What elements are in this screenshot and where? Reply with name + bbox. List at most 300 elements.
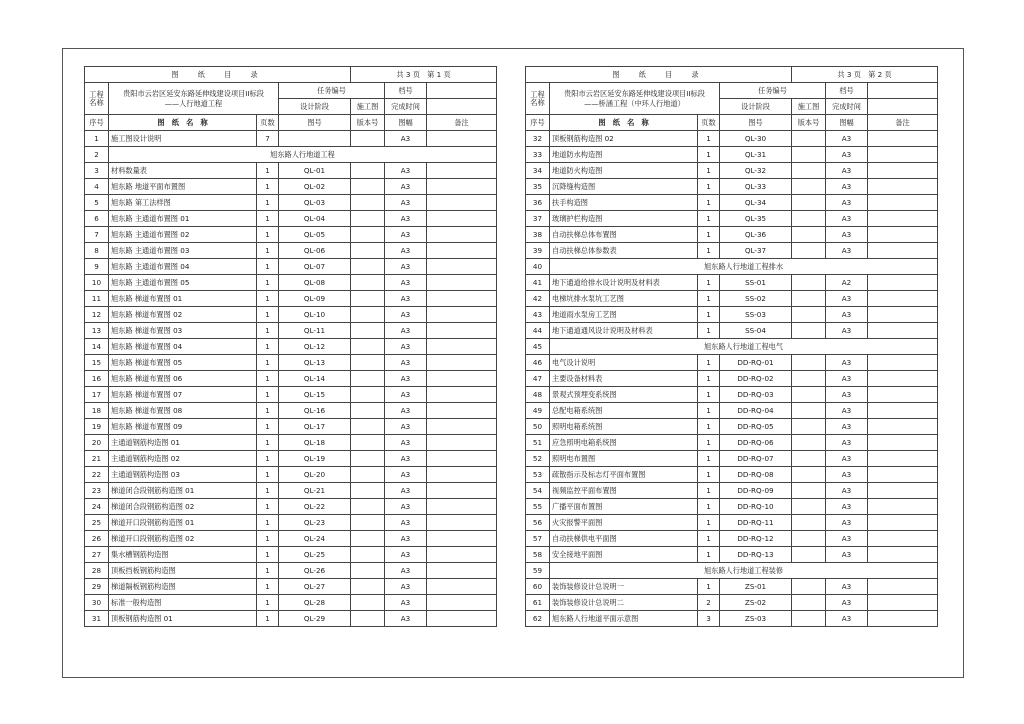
drawing-code: DD-RQ-09 [720,483,792,499]
title-row [526,67,938,83]
drawing-code: QL-37 [720,243,792,259]
row-number: 60 [526,579,550,595]
note [868,355,938,371]
note [427,515,497,531]
drawing-code: QL-10 [279,307,351,323]
index-title: 图 纸 目 录 [85,67,351,83]
sheet-size: A3 [826,211,868,227]
drawing-name: 装饰装修设计总说明一 [550,579,698,595]
table-row [526,275,938,291]
design-stage-label: 设计阶段 [279,99,351,115]
version [792,355,826,371]
version [351,275,385,291]
sheet-size: A3 [826,595,868,611]
sheet-size: A3 [385,403,427,419]
table-row [526,499,938,515]
note [427,339,497,355]
sheet-size: A3 [385,323,427,339]
version [351,243,385,259]
version [351,435,385,451]
page-count: 1 [698,419,720,435]
drawing-name: 旭东路 梯道布置图 08 [109,403,257,419]
sheet-size: A3 [385,163,427,179]
page-count: 1 [698,323,720,339]
row-number: 38 [526,227,550,243]
version [792,147,826,163]
version [792,163,826,179]
row-number: 11 [85,291,109,307]
table-row [85,243,497,259]
column-header-row [85,115,497,131]
note [868,291,938,307]
drawing-name: 顶板挡板钢筋构造图 [109,563,257,579]
page-count: 1 [698,403,720,419]
row-number: 2 [85,147,109,163]
drawing-code: DD-RQ-03 [720,387,792,403]
sheet-size: A3 [385,227,427,243]
row-number: 16 [85,371,109,387]
row-number: 14 [85,339,109,355]
drawing-name: 旭东路 梯道布置图 02 [109,307,257,323]
drawing-name: 旭东路 主通道布置图 02 [109,227,257,243]
page-count: 1 [257,595,279,611]
page-count: 1 [698,483,720,499]
drawing-code: DD-RQ-10 [720,499,792,515]
table-row [526,371,938,387]
page-count: 1 [698,275,720,291]
note [427,259,497,275]
page-count: 1 [257,515,279,531]
version [792,435,826,451]
version [351,323,385,339]
drawing-name: 景观式预埋变系统图 [550,387,698,403]
drawing-name: 梯道闭合段钢筋构造图 02 [109,499,257,515]
file-no-value [868,83,938,99]
column-header: 页数 [257,115,279,131]
table-row [85,211,497,227]
table-row [85,163,497,179]
page-count: 1 [698,163,720,179]
row-number: 22 [85,467,109,483]
table-row [85,291,497,307]
table-row [526,595,938,611]
drawing-code: SS-03 [720,307,792,323]
row-number: 41 [526,275,550,291]
table-row [526,483,938,499]
drawing-code: QL-19 [279,451,351,467]
version [792,515,826,531]
page-count: 1 [698,467,720,483]
version [351,131,385,147]
project-name [109,83,279,115]
drawing-name: 广播平面布置图 [550,499,698,515]
page-count: 1 [257,419,279,435]
note [427,595,497,611]
project-name-line-2: ——人行地道工程 [164,98,223,108]
column-header: 图幅 [385,115,427,131]
row-number: 9 [85,259,109,275]
page-count: 1 [257,323,279,339]
file-no-label: 档号 [826,83,868,99]
note [427,499,497,515]
sheet-size: A3 [826,355,868,371]
note [427,451,497,467]
sheet-size: A3 [826,419,868,435]
drawing-code: DD-RQ-08 [720,467,792,483]
version [351,579,385,595]
drawing-name: 旭东路 梯道布置图 07 [109,387,257,403]
project-name-line-2: ——桥涵工程（中环人行地道） [584,98,685,108]
page-count: 1 [257,259,279,275]
project-row [526,83,938,99]
version [792,275,826,291]
table-row [526,355,938,371]
table-row [526,227,938,243]
sheet-size: A3 [385,275,427,291]
row-number: 29 [85,579,109,595]
row-number: 58 [526,547,550,563]
version [351,387,385,403]
page-count: 1 [257,483,279,499]
version [351,483,385,499]
version [792,451,826,467]
table-row [526,579,938,595]
note [868,275,938,291]
page-count: 7 [257,131,279,147]
note [868,499,938,515]
column-header: 图 纸 名 称 [550,115,698,131]
row-number: 18 [85,403,109,419]
table-row [85,275,497,291]
table-row [85,371,497,387]
row-number: 51 [526,435,550,451]
table-row [526,435,938,451]
row-number: 57 [526,531,550,547]
section-row [85,147,497,163]
version [792,195,826,211]
page-count: 1 [257,451,279,467]
drawing-name: 自动扶梯总体参数表 [550,243,698,259]
drawing-name: 旭东路 第工法样图 [109,195,257,211]
task-no-label: 任务编号 [279,83,385,99]
sheet-size: A3 [385,547,427,563]
sheet-size: A3 [826,307,868,323]
table-row [526,163,938,179]
drawing-name: 旭东路 主通道布置图 03 [109,243,257,259]
version [351,371,385,387]
note [868,387,938,403]
drawing-code: QL-36 [720,227,792,243]
drawing-name: 玻璃护栏构造图 [550,211,698,227]
drawing-index-sheet-2 [525,66,938,627]
note [427,403,497,419]
note [868,323,938,339]
row-number: 42 [526,291,550,307]
drawing-code: QL-33 [720,179,792,195]
page-count: 1 [257,531,279,547]
table-row [526,131,938,147]
version [792,211,826,227]
table-row [85,611,497,627]
sheet-size: A3 [826,515,868,531]
drawing-name: 装饰装修设计总说明二 [550,595,698,611]
version [351,195,385,211]
version [792,323,826,339]
note [868,211,938,227]
version [792,595,826,611]
page-count: 1 [698,147,720,163]
drawing-code: QL-21 [279,483,351,499]
sheet-size: A3 [385,563,427,579]
row-number: 4 [85,179,109,195]
sheet-size: A3 [385,387,427,403]
note [868,435,938,451]
sheet-size: A3 [826,435,868,451]
sheet-size: A3 [385,307,427,323]
section-title: 旭东路人行地道工程排水 [550,259,938,275]
sheet-size: A3 [385,595,427,611]
row-number: 7 [85,227,109,243]
column-header: 页数 [698,115,720,131]
row-number: 25 [85,515,109,531]
page-info: 共 3 页 第 2 页 [792,67,938,83]
drawing-name: 自动扶梯供电平面图 [550,531,698,547]
note [868,179,938,195]
row-number: 43 [526,307,550,323]
version [792,243,826,259]
drawing-code: QL-29 [279,611,351,627]
row-number: 50 [526,419,550,435]
version [351,467,385,483]
page-count: 1 [257,339,279,355]
row-number: 24 [85,499,109,515]
sheet-size: A3 [826,547,868,563]
drawing-code: DD-RQ-04 [720,403,792,419]
note [868,451,938,467]
version [351,403,385,419]
drawing-code: SS-02 [720,291,792,307]
note [427,435,497,451]
drawing-code: ZS-02 [720,595,792,611]
table-row [526,211,938,227]
row-number: 3 [85,163,109,179]
note [427,483,497,499]
version [351,163,385,179]
table-row [85,355,497,371]
sheet-size: A3 [385,611,427,627]
drawing-name: 集水槽钢筋构造图 [109,547,257,563]
drawing-name: 梯道隔板钢筋构造图 [109,579,257,595]
note [427,611,497,627]
note [868,595,938,611]
version [351,531,385,547]
sheet-size: A3 [826,227,868,243]
drawing-name: 旭东路 梯道布置图 01 [109,291,257,307]
row-number: 13 [85,323,109,339]
version [351,355,385,371]
page-count: 1 [257,563,279,579]
drawing-name: 梯道开口段钢筋构造图 01 [109,515,257,531]
note [427,195,497,211]
table-row [85,259,497,275]
page-count: 1 [257,435,279,451]
note [868,163,938,179]
sheet-size: A3 [826,131,868,147]
note [427,227,497,243]
row-number: 54 [526,483,550,499]
section-row [526,259,938,275]
drawing-code: ZS-01 [720,579,792,595]
version [351,339,385,355]
section-row [526,563,938,579]
row-number: 21 [85,451,109,467]
table-row [85,451,497,467]
drawing-code: QL-15 [279,387,351,403]
table-row [85,483,497,499]
drawing-code: QL-08 [279,275,351,291]
drawing-name: 主通道钢筋构造图 03 [109,467,257,483]
row-number: 17 [85,387,109,403]
drawing-name: 旭东路 梯道布置图 05 [109,355,257,371]
sheet-size: A3 [826,483,868,499]
column-header: 图幅 [826,115,868,131]
table-row [85,547,497,563]
row-number: 61 [526,595,550,611]
drawing-code: QL-30 [720,131,792,147]
note [868,579,938,595]
table-row [85,419,497,435]
page-count: 3 [698,611,720,627]
task-no-label: 任务编号 [720,83,826,99]
note [427,163,497,179]
version [792,547,826,563]
sheet-size: A3 [385,515,427,531]
sheet-size: A3 [385,131,427,147]
drawing-code: QL-17 [279,419,351,435]
drawing-name: 旭东路 梯道布置图 03 [109,323,257,339]
drawing-name: 地下通道给排水设计说明及材料表 [550,275,698,291]
drawing-name: 顶板钢筋构造图 02 [550,131,698,147]
page-count: 1 [257,211,279,227]
table-row [526,195,938,211]
file-no-value [427,83,497,99]
note [427,547,497,563]
section-title: 旭东路人行地道工程装修 [550,563,938,579]
note [427,579,497,595]
drawing-code: SS-04 [720,323,792,339]
column-header: 备注 [868,115,938,131]
design-stage-label: 设计阶段 [720,99,792,115]
drawing-code: QL-03 [279,195,351,211]
column-header: 版本号 [351,115,385,131]
table-row [526,451,938,467]
table-row [85,339,497,355]
drawing-name: 主通道钢筋构造图 02 [109,451,257,467]
page-count: 1 [257,403,279,419]
page-count: 1 [698,371,720,387]
version [792,179,826,195]
version [351,547,385,563]
note [427,531,497,547]
sheet-size: A3 [826,499,868,515]
sheet-size: A2 [826,275,868,291]
note [427,323,497,339]
page-count: 1 [257,355,279,371]
page-count: 1 [257,275,279,291]
drawing-code: DD-RQ-11 [720,515,792,531]
drawing-code: QL-32 [720,163,792,179]
completion-time-label: 完成时间 [826,99,868,115]
sheet-size: A3 [826,147,868,163]
drawing-code: QL-01 [279,163,351,179]
project-name-line-1: 贵阳市云岩区延安东路延伸线建设项目II标段 [123,88,264,98]
column-header: 图号 [279,115,351,131]
page-count: 1 [257,179,279,195]
row-number: 52 [526,451,550,467]
table-row [85,563,497,579]
column-header: 序号 [85,115,109,131]
note [427,563,497,579]
drawing-code: QL-35 [720,211,792,227]
drawing-name: 旭东路 地道平面布置图 [109,179,257,195]
drawing-name: 旭东路 主通道布置图 01 [109,211,257,227]
table-row [526,307,938,323]
drawing-code: QL-16 [279,403,351,419]
sheet-size: A3 [385,259,427,275]
drawing-code: DD-RQ-07 [720,451,792,467]
project-name [550,83,720,115]
column-header: 序号 [526,115,550,131]
sheet-size: A3 [826,579,868,595]
row-number: 31 [85,611,109,627]
page-count: 1 [698,307,720,323]
page-count: 1 [257,163,279,179]
note [868,147,938,163]
project-row [85,83,497,99]
section-title: 旭东路人行地道工程 [109,147,497,163]
version [792,579,826,595]
drawing-code: QL-22 [279,499,351,515]
table-row [85,323,497,339]
version [792,611,826,627]
page-count: 1 [698,531,720,547]
construction-drawing-label: 施工图 [351,99,385,115]
note [427,371,497,387]
drawing-code: QL-31 [720,147,792,163]
drawing-code: QL-05 [279,227,351,243]
version [351,611,385,627]
page-count: 1 [698,227,720,243]
page-count: 1 [698,131,720,147]
drawing-code: DD-RQ-12 [720,531,792,547]
sheet-size: A3 [826,403,868,419]
table-row [85,179,497,195]
project-name-line-1: 贵阳市云岩区延安东路延伸线建设项目II标段 [564,88,705,98]
note [868,547,938,563]
drawing-code: QL-12 [279,339,351,355]
drawing-name: 旭东路 主通道布置图 04 [109,259,257,275]
note [868,227,938,243]
version [792,531,826,547]
drawing-code: DD-RQ-02 [720,371,792,387]
drawing-code: QL-07 [279,259,351,275]
table-row [526,403,938,419]
drawing-name: 应急照明电箱系统图 [550,435,698,451]
row-number: 27 [85,547,109,563]
drawing-name: 旭东路 梯道布置图 06 [109,371,257,387]
row-number: 49 [526,403,550,419]
row-number: 56 [526,515,550,531]
